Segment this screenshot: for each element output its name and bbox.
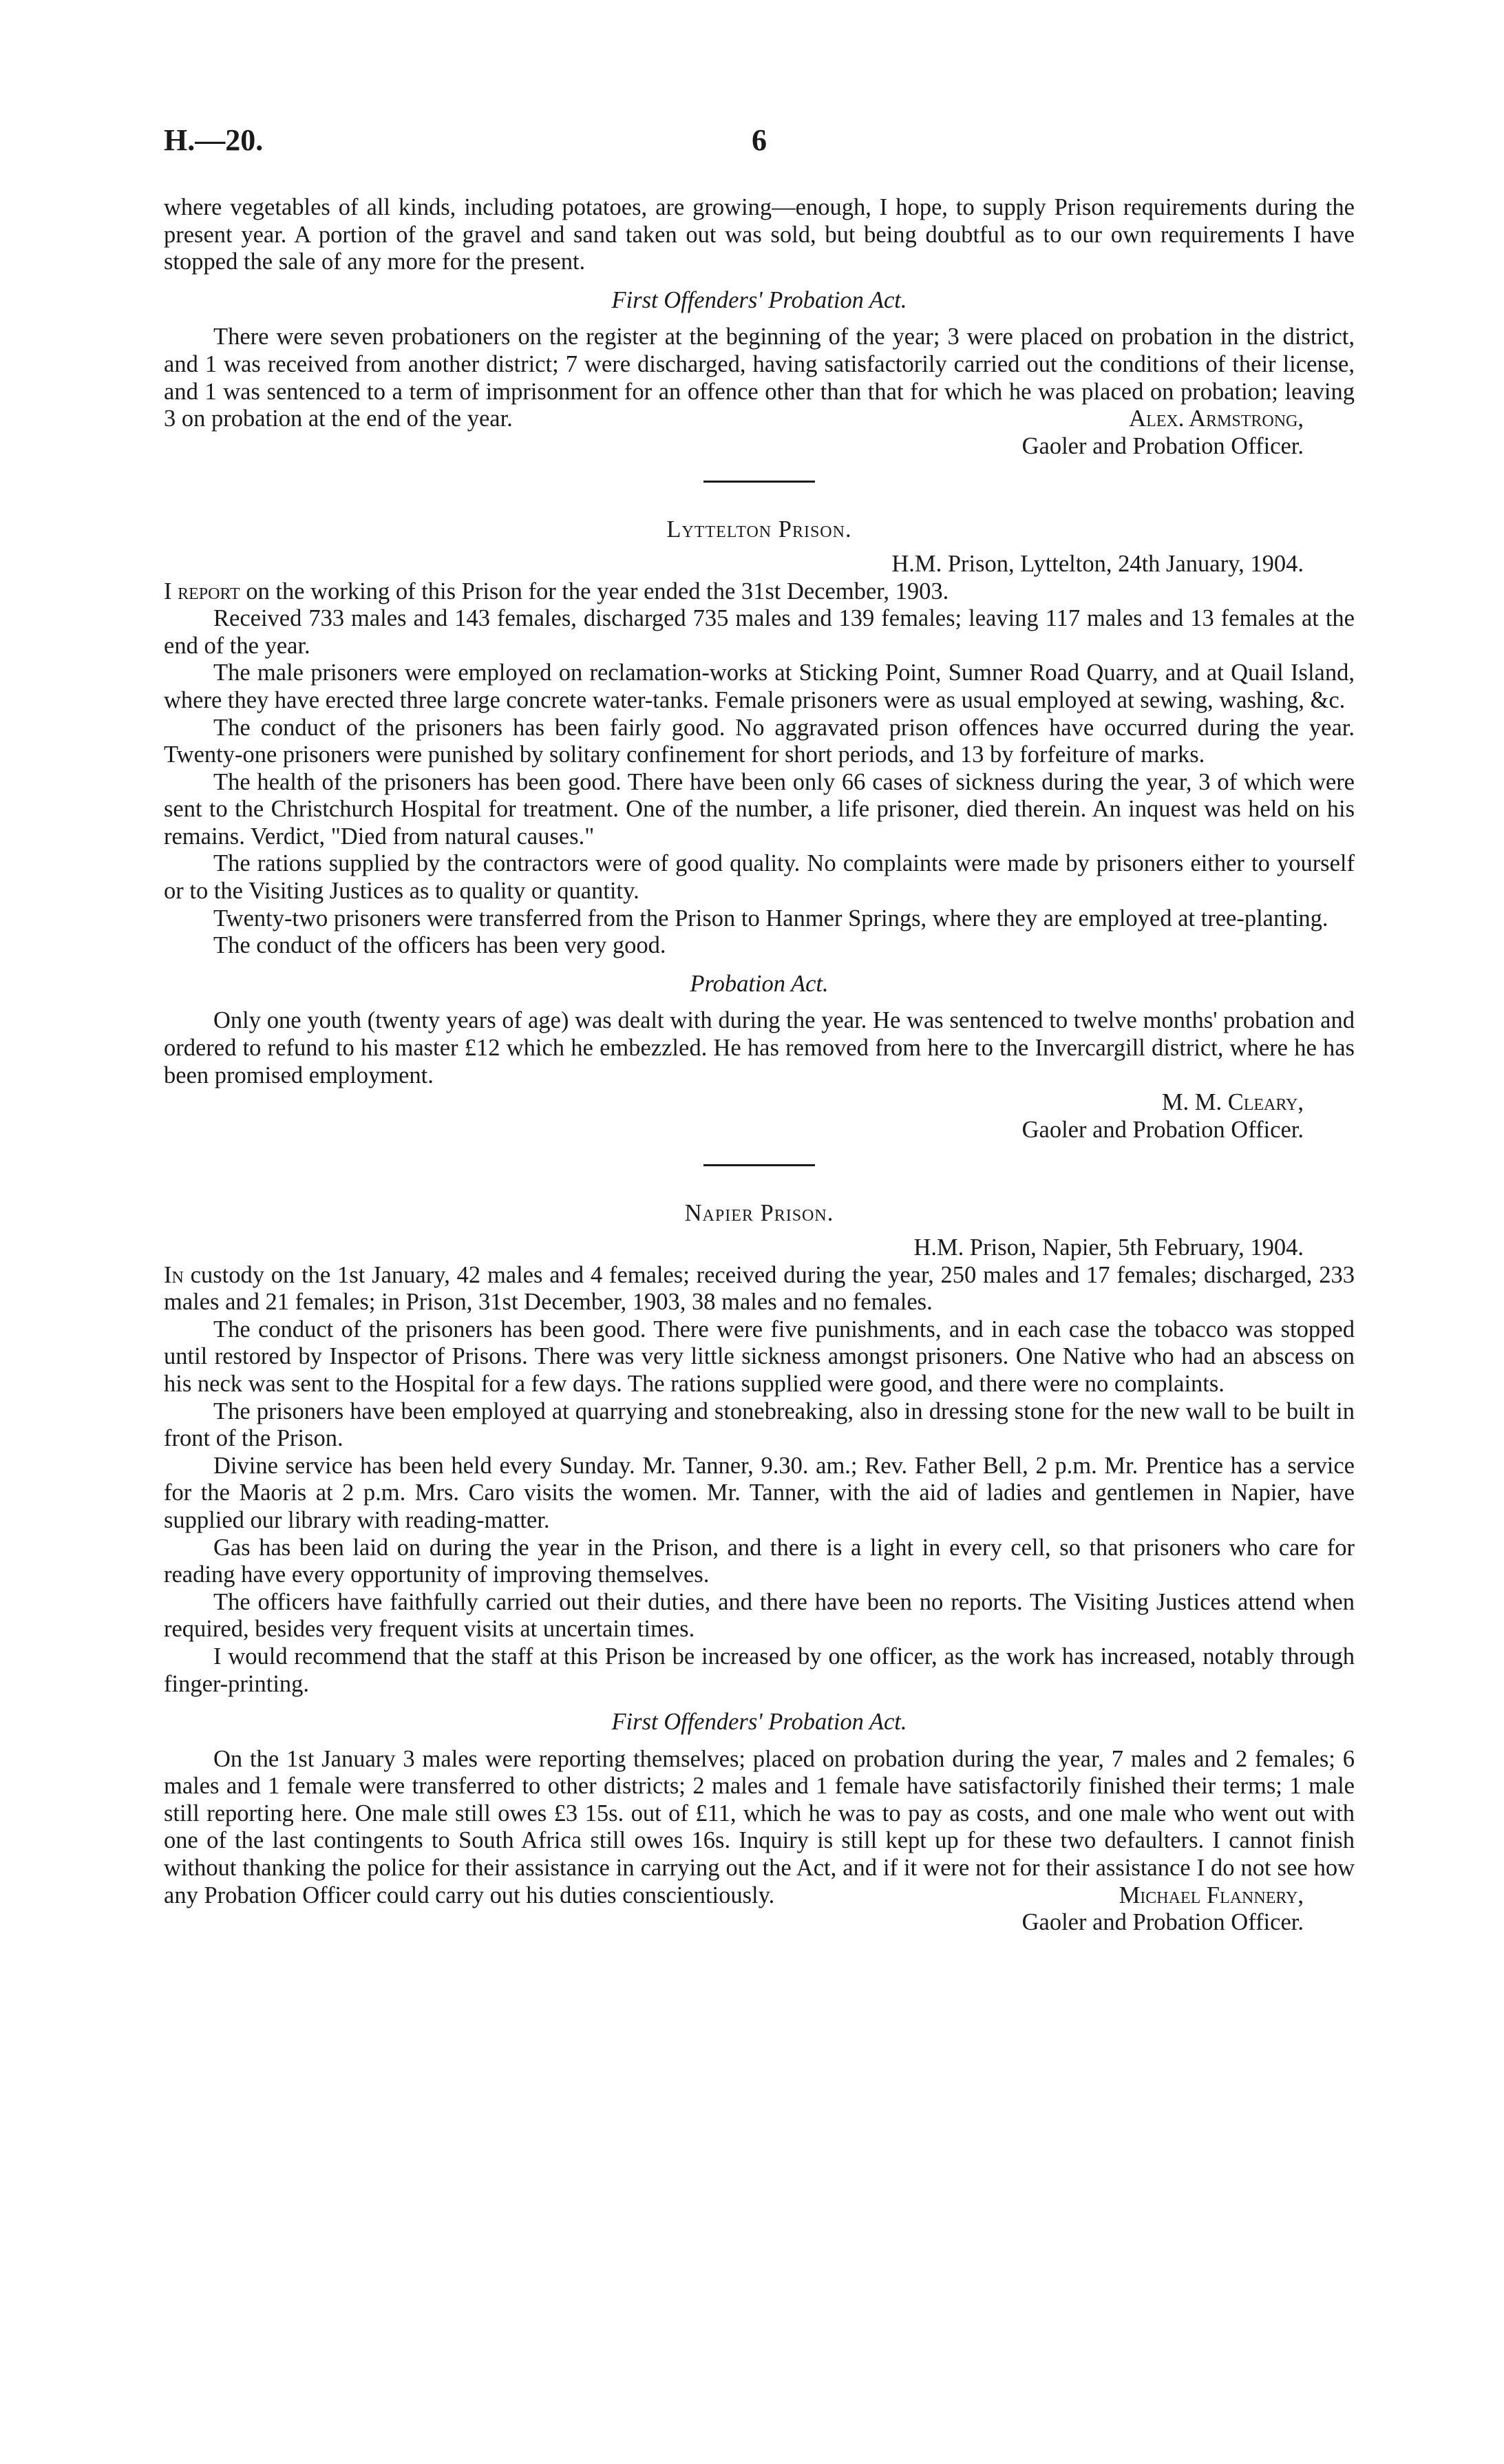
lyttelton-paragraph: The health of the prisoners has been good. There have been only 66 cases of sickness during the year, 3 of which were sent to the Christchurch Hospital for treatment. One of the number, a life prisoner, died therein. An inquest was held on his remains. Verdict, "Died from natural causes." [164,768,1355,850]
napier-signature-name: Michael Flannery, [1119,1882,1304,1908]
napier-fop-heading: First Offenders' Probation Act. [611,1709,907,1736]
napier-paragraph: The conduct of the prisoners has been good. There were five punishments, and in each case the tobacco was stopped until restored by Inspector of Prisons. There was very little sickness amongst prisoners. One Native who had an abscess on his neck was sent to the Hospital for a few days. The rations supplied were good, and there were no complaints. [164,1316,1355,1397]
intro-paragraph: where vegetables of all kinds, including potatoes, are growing—enough, I hope, to supply Prison requirements during the present year. A portion of the gravel and sand taken out was sold, but being doubtful as to our own requirements I have stopped the sale of any more for the present. [164,194,1355,275]
document-reference: H.—20. [164,123,264,157]
napier-title: Napier Prison. [684,1200,834,1227]
napier-fop-paragraph: On the 1st January 3 males were reporting themselves; placed on probation during the year, 7 males and 2 females; 6 males and 1 female were transferred to other districts; 2 males and 1 female have satisfactorily finished their terms; 1 male still reporting here. One male still owes £3 15s. out of £11, which he was to pay as costs, and one male who went out with one of the last contingents to South Africa still owes 16s. Inquiry is still kept up for these two defaulters. I cannot finish without thanking the police for their assistance in carrying out the Act, and if it were not for their assistance I do not see how any Probation Officer could carry out his duties conscientiously. [164,1745,1355,1908]
section-divider [164,1144,1355,1185]
lyttelton-paragraph: The conduct of the officers has been very good. [213,932,666,959]
lyttelton-paragraph: The male prisoners were employed on reclamation-works at Sticking Point, Sumner Road Quarry, and at Quail Island, where they have erected three large concrete water-tanks. Female prisoners were as usual employed at sewing, washing, &c. [164,660,1355,713]
napier-paragraph: Gas has been laid on during the year in the Prison, and there is a light in every cell, so that prisoners who care for reading have every opportunity of improving themselves. [164,1534,1355,1588]
lyttelton-signature-name: M. M. Cleary, [1161,1089,1304,1116]
fop1-signature-title: Gaoler and Probation Officer. [1021,432,1304,459]
napier-paragraph: Divine service has been held every Sunday. Mr. Tanner, 9.30. am.; Rev. Father Bell, 2 p.m. Mr. Prentice has a service for the Maoris at 2 p.m. Mrs. Caro visits the women. Mr. Tanner, with the aid of ladies and gentlemen in Napier, have supplied our library with reading-matter. [164,1452,1355,1533]
lyttelton-paragraph: The rations supplied by the contractors were of good quality. No complaints were made by prisoners either to yourself or to the Visiting Justices as to quality or quantity. [164,850,1355,905]
lyttelton-signature-title: Gaoler and Probation Officer. [1021,1116,1304,1143]
napier-dateline: H.M. Prison, Napier, 5th February, 1904. [913,1234,1304,1261]
fop1-paragraph: There were seven probationers on the register at the beginning of the year; 3 were placed on probation in the district, and 1 was received from another district; 7 were discharged, having satisfactorily carried out the conditions of their license, and 1 was sentenced to a term of imprisonment for an offence other than that for which he was placed on probation; leaving 3 on probation at the end of the year. [164,324,1355,432]
fop1-signature-name: Alex. Armstrong, [1129,406,1304,432]
lyttelton-paragraph: Twenty-two prisoners were transferred from the Prison to Hanmer Springs, where they are employed at tree-planting. [213,905,1328,931]
custody-rest: custody on the 1st January, 42 males and 4 females; received during the year, 250 males and 17 females; discharged, 233 males and 21 females; in Prison, 31st December, 1903, 38 males and no females. [164,1261,1355,1316]
fop1-heading: First Offenders' Probation Act. [611,286,907,313]
lyttelton-probation-heading: Probation Act. [690,970,829,997]
napier-custody-paragraph [164,1262,1355,1316]
lyttelton-paragraph: Received 733 males and 143 females, discharged 735 males and 139 females; leaving 117 males and 13 females at the end of the year. [164,605,1355,659]
document-body [164,194,1355,1937]
report-rest: on the working of this Prison for the year ended the 31st December, 1903. [240,578,949,604]
lyttelton-probation-paragraph: Only one youth (twenty years of age) was dealt with during the year. He was sentenced to twelve months' probation and ordered to refund to his master £12 which he embezzled. He has removed from here to the Invercargill district, where he has been promised employment. [164,1007,1355,1088]
lyttelton-report-line [164,578,1355,606]
lyttelton-paragraph: The conduct of the prisoners has been fairly good. No aggravated prison offences have occurred during the year. Twenty-one prisoners were punished by solitary confinement for short periods, and 13 by forfeiture of marks. [164,714,1355,768]
lyttelton-dateline: H.M. Prison, Lyttelton, 24th January, 1904. [891,550,1304,577]
page-header [164,123,1355,171]
lyttelton-title: Lyttelton Prison. [666,516,852,543]
napier-paragraph: The officers have faithfully carried out their duties, and there have been no reports. The Visiting Justices attend when required, besides very frequent visits at uncertain times. [164,1588,1355,1643]
napier-signature-title: Gaoler and Probation Officer. [1021,1909,1304,1936]
page-number: 6 [752,123,767,157]
napier-paragraph: The prisoners have been employed at quarrying and stonebreaking, also in dressing stone for the new wall to be built in front of the Prison. [164,1398,1355,1452]
napier-paragraph: I would recommend that the staff at this Prison be increased by one officer, as the work has increased, notably through finger-printing. [164,1643,1355,1697]
report-lead: I report [164,578,240,604]
section-divider [164,460,1355,501]
custody-lead: In [164,1261,184,1288]
